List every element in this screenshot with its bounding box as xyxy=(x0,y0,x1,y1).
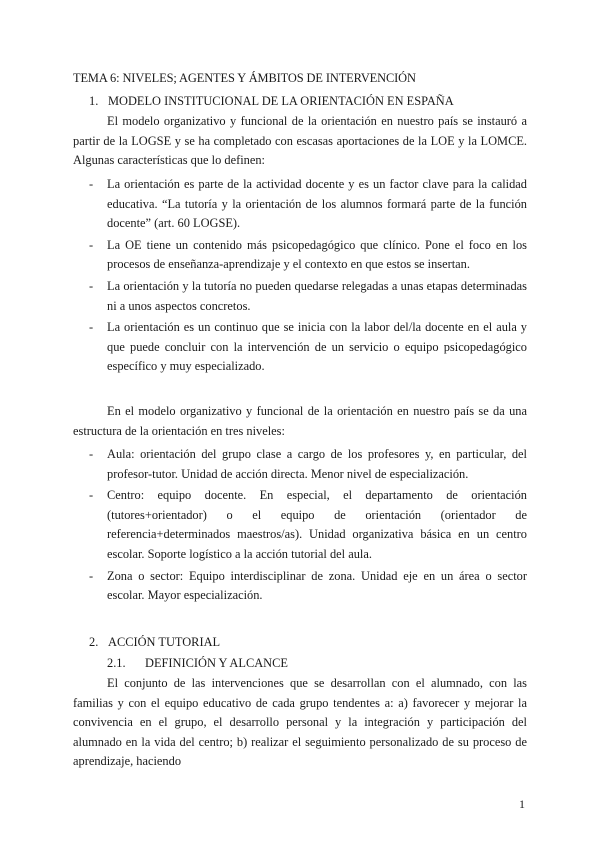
list-item: - Centro: equipo docente. En especial, el departamento de orientación (tutores+orientador) o el equipo de orientación (orientador de referencia+determinados maestros/as). Unidad organizativa básica en un centro escolar. Soporte logístico a la acción tutorial del aula. xyxy=(89,488,527,561)
page-number: 1 xyxy=(519,797,525,811)
characteristics-list xyxy=(73,175,527,379)
section-1-number: 1. xyxy=(89,94,99,108)
list-item: - Zona o sector: Equipo interdisciplinar de zona. Unidad eje en un área o sector escolar. Mayor especialización. xyxy=(89,568,527,603)
section-2-paragraph: El conjunto de las intervenciones que se desarrollan con el alumnado, con las familias y con el equipo educativo de cada grupo tendentes a: a) favorecer y mejorar la convivencia en el grupo, el desarrollo personal y la integración y participación del alumnado en la vida del centro; b) realizar el seguimiento personalizado de su proceso de aprendizaje, haciendo xyxy=(73,676,527,769)
levels-list xyxy=(73,445,527,608)
subsection-2-1-title: DEFINICIÓN Y ALCANCE xyxy=(145,656,288,670)
section-1-intro: El modelo organizativo y funcional de la orientación en nuestro país se instauró a partir de la LOGSE y se ha completado con escasas aportaciones de la LOE y la LOMCE. Algunas características que lo definen: xyxy=(73,114,527,168)
section-1-title: MODELO INSTITUCIONAL DE LA ORIENTACIÓN EN ESPAÑA xyxy=(108,94,454,108)
list-item: - La orientación es parte de la actividad docente y es un factor clave para la calidad educativa. “La tutoría y la orientación de los alumnos formará parte de la función docente” (art. 60 LOGSE). xyxy=(89,177,527,231)
section-2-title: ACCIÓN TUTORIAL xyxy=(108,635,221,649)
subsection-2-1-number: 2.1. xyxy=(107,656,126,670)
document-title: TEMA 6: NIVELES; AGENTES Y ÁMBITOS DE INTERVENCIÓN xyxy=(73,71,416,85)
list-item: - La OE tiene un contenido más psicopedagógico que clínico. Pone el foco en los procesos de enseñanza-aprendizaje y el contexto en que estos se insertan. xyxy=(89,237,527,272)
list-item: - Aula: orientación del grupo clase a cargo de los profesores y, en particular, del profesor-tutor. Unidad de acción directa. Menor nivel de especialización. xyxy=(89,447,527,481)
section-2-number: 2. xyxy=(89,635,99,649)
subsection-2-1-heading xyxy=(107,656,288,671)
list-item: - La orientación es un continuo que se inicia con la labor del/la docente en el aula y que puede concluir con la intervención de un servicio o equipo psicopedagógico específico y muy especializado. xyxy=(89,320,527,374)
list-item: - La orientación y la tutoría no pueden quedarse relegadas a unas etapas determinadas ni a unos aspectos concretos. xyxy=(89,278,527,313)
section-1-levels-intro: En el modelo organizativo y funcional de la orientación en nuestro país se da una estructura de la orientación en tres niveles: xyxy=(73,404,527,438)
